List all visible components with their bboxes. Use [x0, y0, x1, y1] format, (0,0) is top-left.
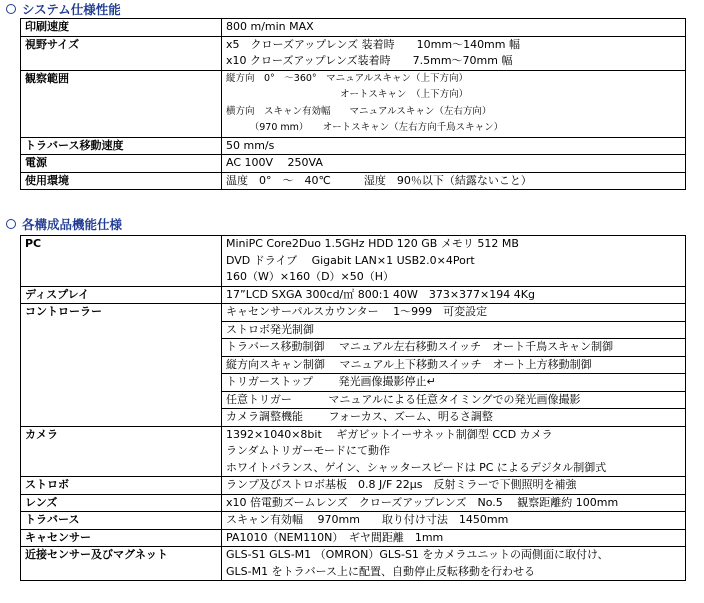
spec-key: トラバース — [21, 512, 222, 530]
spec-value-line: ランプ及びストロボ基板 0.8 J/F 22μs 反射ミラーで下側照明を補強 — [226, 478, 577, 491]
spec-value-line: x10 倍電動ズームレンズ クローズアップレンズ No.5 観察距離約 100mm — [226, 495, 619, 509]
spec-value-line: GLS-S1 GLS-M1 （OMRON）GLS-S1 をカメラユニットの両側面に取付け、 — [226, 548, 609, 561]
spec-value-line: スキャン有効幅 970mm 取り付け寸法 1450mm — [226, 513, 509, 526]
spec-value-line: ランダムトリガーモードにて動作 — [226, 444, 391, 457]
spec-row — [21, 529, 686, 547]
spec-value — [222, 494, 686, 512]
spec-value — [222, 137, 686, 155]
spec-value — [222, 304, 686, 427]
spec-row — [21, 137, 686, 155]
spec-key: 電源 — [21, 155, 222, 173]
system-spec-table — [20, 18, 686, 190]
spec-row — [21, 236, 686, 287]
spec-value-line: 17”LCD SXGA 300cd/㎡ 800:1 40W 373×377×194 4Kg — [226, 287, 535, 301]
spec-value — [222, 236, 686, 287]
spec-value-line: DVD ドライブ Gigabit LAN×1 USB2.0×4Port — [226, 253, 475, 267]
spec-key: カメラ — [21, 426, 222, 477]
spec-value-line: MiniPC Core2Duo 1.5GHz HDD 120 GB メモリ 512 MB — [226, 237, 519, 250]
spec-value — [222, 155, 686, 173]
spec-key: ディスプレイ — [21, 286, 222, 304]
spec-value-line: 1392×1040×8bit ギガビットイーサネット制御型 CCD カメラ — [226, 427, 553, 441]
spec-key: 印刷速度 — [21, 19, 222, 37]
component-spec-title — [6, 216, 122, 234]
spec-value-line: 800 m/min MAX — [226, 20, 314, 33]
spec-row — [21, 426, 686, 477]
spec-key: 近接センサー及びマグネット — [21, 547, 222, 581]
component-spec-section — [6, 212, 700, 602]
spec-value — [222, 70, 686, 137]
spec-row — [21, 70, 686, 137]
spec-key: 使用環境 — [21, 172, 222, 190]
spec-value-subline: 縦方向スキャン制御 マニュアル上下移動スイッチ オート上方移動制御 — [222, 357, 685, 375]
spec-value-line: オートスキャン （上下方向） — [226, 89, 469, 100]
circle-bullet-icon — [6, 4, 16, 14]
spec-value-line: ホワイトバランス、ゲイン、シャッタースピードは PC によるデジタル制御式 — [226, 460, 607, 474]
spec-value — [222, 547, 686, 581]
spec-value-subline: キャセンサーパルスカウンター 1～999 可変設定 — [222, 304, 685, 322]
spec-key: 観察範囲 — [21, 70, 222, 137]
spec-value — [222, 529, 686, 547]
component-spec-table — [20, 235, 686, 581]
spec-value-line: 温度 0° ～ 40℃ 湿度 90％以下（結露ないこと） — [226, 173, 532, 187]
spec-value-line: PA1010（NEM110N） ギヤ間距離 1mm — [226, 530, 444, 544]
section-title-text: 各構成品機能仕様 — [22, 217, 123, 232]
spec-value-line: 縦方向 0° ～360° マニュアルスキャン（上下方向） — [226, 72, 469, 84]
spec-row — [21, 172, 686, 190]
spec-key: コントローラー — [21, 304, 222, 427]
spec-key: ストロボ — [21, 477, 222, 495]
spec-row — [21, 304, 686, 427]
section-title-text: システム仕様性能 — [22, 2, 121, 17]
spec-row — [21, 494, 686, 512]
spec-value-subline: トラバース移動制御 マニュアル左右移動スイッチ オート千鳥スキャン制御 — [222, 339, 685, 357]
spec-value — [222, 172, 686, 190]
spec-key: トラバース移動速度 — [21, 137, 222, 155]
spec-row — [21, 286, 686, 304]
spec-value-subline: 任意トリガー マニュアルによる任意タイミングでの発光画像撮影 — [222, 392, 685, 410]
spec-key: 視野サイズ — [21, 36, 222, 70]
spec-value-line: x10 クローズアップレンズ装着時 7.5mm～70mm 幅 — [226, 54, 513, 67]
spec-value-line: 50 mm/s — [226, 138, 275, 152]
spec-row — [21, 547, 686, 581]
spec-value-line: 160（W）×160（D）×50（H） — [226, 270, 395, 283]
spec-row — [21, 36, 686, 70]
spec-value — [222, 36, 686, 70]
spec-value — [222, 477, 686, 495]
spec-value — [222, 426, 686, 477]
circle-bullet-icon — [6, 219, 16, 229]
spec-value — [222, 286, 686, 304]
spec-value-line: x5 クローズアップレンズ 装着時 10mm～140mm 幅 — [226, 37, 520, 51]
spec-value — [222, 19, 686, 37]
spec-value-subline: ストロボ発光制御 — [222, 322, 685, 340]
spec-row — [21, 155, 686, 173]
spec-value-line: （970 mm） オートスキャン（左右方向千鳥スキャン） — [226, 122, 504, 133]
spec-key: PC — [21, 236, 222, 287]
spec-value-line: GLS-M1 をトラバース上に配置、自動停止反転移動を行わせる — [226, 564, 536, 578]
system-spec-section — [6, 0, 700, 205]
spec-row — [21, 477, 686, 495]
spec-row — [21, 512, 686, 530]
spec-key: レンズ — [21, 494, 222, 512]
spec-value-subline: カメラ調整機能 フォーカス、ズーム、明るさ調整 — [226, 410, 493, 423]
spec-row — [21, 19, 686, 37]
spec-value-line: 横方向 スキャン有効幅 マニュアルスキャン（左右方向） — [226, 105, 492, 117]
spec-value — [222, 512, 686, 530]
spec-value-line: AC 100V 250VA — [226, 156, 323, 169]
spec-key: キャセンサー — [21, 529, 222, 547]
system-spec-title — [6, 1, 121, 19]
spec-value-subline: トリガーストップ 発光画像撮影停止↵ — [222, 374, 685, 392]
